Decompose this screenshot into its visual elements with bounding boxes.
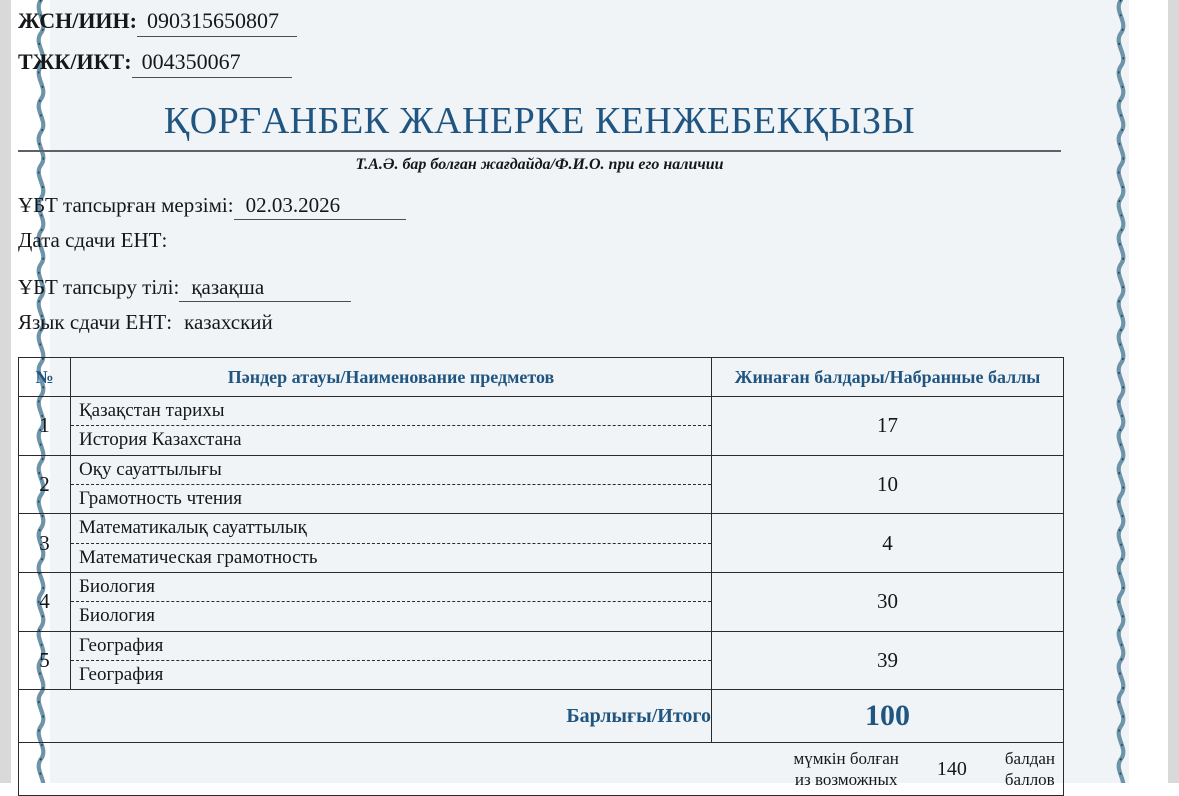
exam-lang-value-kz: қазақша xyxy=(179,276,351,302)
title-caption: Т.А.Ә. бар болған жағдайда/Ф.И.О. при его наличии xyxy=(355,155,724,173)
row-number: 1 xyxy=(19,397,71,456)
row-subject xyxy=(71,514,712,573)
row-points: 4 xyxy=(712,514,1064,573)
row-number: 3 xyxy=(19,514,71,573)
subject-name-kz: Биология xyxy=(71,573,711,602)
row-points: 10 xyxy=(712,455,1064,514)
maximum-label-ru: из возможных xyxy=(794,770,898,790)
table-row xyxy=(19,514,1064,573)
exam-date-label-ru: Дата сдачи ЕНТ: xyxy=(18,228,168,252)
subject-name-ru: Грамотность чтения xyxy=(79,487,242,509)
row-number: 5 xyxy=(19,631,71,690)
row-points: 30 xyxy=(712,572,1064,631)
exam-lang-label-kz: ҰБТ тапсыру тілі: xyxy=(18,275,180,299)
tzhk-field-row xyxy=(18,49,1058,90)
page-edge-left xyxy=(0,0,11,783)
tzhk-label: ТЖК/ИКТ: xyxy=(18,49,132,74)
exam-info-block xyxy=(18,193,1058,345)
maximum-label xyxy=(794,748,899,791)
header-subject: Пәндер атауы/Наименование предметов xyxy=(71,358,712,397)
tzhk-value: 004350067 xyxy=(132,50,292,78)
table-row xyxy=(19,631,1064,690)
exam-date-ru-row xyxy=(18,228,1058,263)
iin-value: 090315650807 xyxy=(137,9,297,37)
total-value: 100 xyxy=(712,690,1064,743)
subject-name-ru: Математическая грамотность xyxy=(79,546,318,568)
student-full-name: ҚОРҒАНБЕК ЖАНЕРКЕ КЕНЖЕБЕКҚЫЗЫ xyxy=(163,100,916,142)
row-points: 39 xyxy=(712,631,1064,690)
maximum-label-kz: мүмкін болған xyxy=(793,748,899,768)
table-row xyxy=(19,397,1064,456)
row-subject xyxy=(71,397,712,456)
title-block xyxy=(18,101,1061,174)
row-points: 17 xyxy=(712,397,1064,456)
header-number: № xyxy=(19,358,71,397)
title-divider xyxy=(18,150,1061,152)
scores-table xyxy=(18,357,1064,796)
exam-lang-kz-row xyxy=(18,275,1058,310)
subject-name-ru: География xyxy=(79,663,164,685)
iin-field-row xyxy=(18,8,1058,49)
table-row xyxy=(19,572,1064,631)
maximum-unit-ru: баллов xyxy=(1004,770,1055,790)
subject-name-kz: Оқу сауаттылығы xyxy=(71,456,711,485)
maximum-row xyxy=(19,743,1064,796)
subject-name-kz: Қазақстан тарихы xyxy=(71,397,711,426)
table-header-row xyxy=(19,358,1064,397)
total-row xyxy=(19,690,1064,743)
row-subject xyxy=(71,455,712,514)
maximum-cell xyxy=(19,743,1064,796)
identifier-fields xyxy=(18,8,1058,90)
exam-date-label-kz: ҰБТ тапсырған мерзімі: xyxy=(18,193,234,217)
row-number: 2 xyxy=(19,455,71,514)
row-number: 4 xyxy=(19,572,71,631)
decorative-wave-border-right-icon xyxy=(1112,0,1130,783)
page-edge-right xyxy=(1168,0,1179,783)
subject-name-ru: Биология xyxy=(79,605,156,627)
exam-lang-ru-row xyxy=(18,310,1058,345)
iin-label: ЖСН/ИИН: xyxy=(18,8,137,33)
maximum-unit-kz: балдан xyxy=(1004,748,1055,768)
total-label: Барлығы/Итого xyxy=(19,690,712,743)
row-subject xyxy=(71,572,712,631)
exam-date-value: 02.03.2026 xyxy=(234,194,406,220)
header-points: Жинаған балдары/Набранные баллы xyxy=(712,358,1064,397)
row-subject xyxy=(71,631,712,690)
table-row xyxy=(19,455,1064,514)
maximum-unit xyxy=(1005,748,1061,791)
subject-name-ru: История Казахстана xyxy=(79,429,242,451)
subject-name-kz: Математикалық сауаттылық xyxy=(71,514,711,543)
exam-date-kz-row xyxy=(18,193,1058,228)
maximum-value: 140 xyxy=(936,757,967,780)
subject-name-kz: География xyxy=(71,632,711,661)
exam-lang-label-ru: Язык сдачи ЕНТ: xyxy=(18,310,173,334)
exam-lang-value-ru: казахский xyxy=(184,310,273,334)
